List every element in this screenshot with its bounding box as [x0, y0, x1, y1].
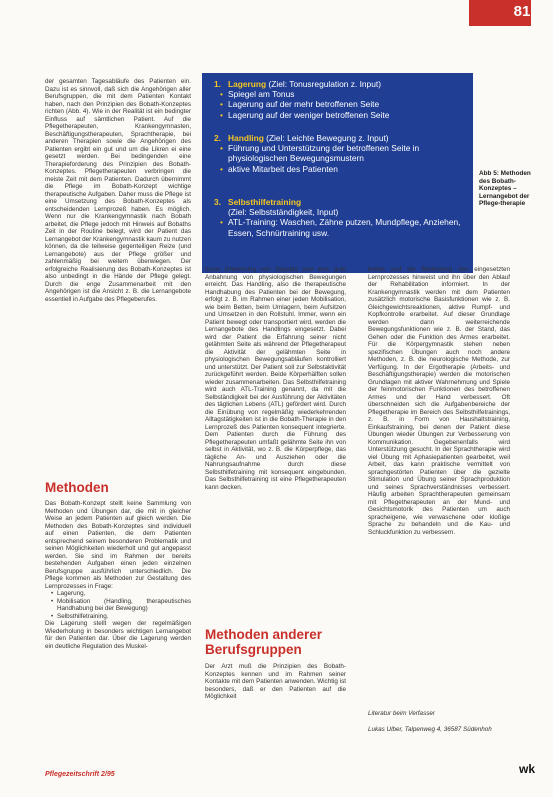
- methoden-list: [45, 590, 191, 620]
- list-item: • Lagerung,: [51, 590, 191, 598]
- column-2-bottom: [205, 663, 346, 701]
- list-item: • Lagerung auf der mehr betroffenen Seite: [214, 99, 469, 109]
- list-item: • Mobilisation (Handling, therapeutisches Handhabung bei der Bewegung): [51, 598, 191, 613]
- page-number: 81: [513, 3, 531, 20]
- heading-methoden: Methoden: [45, 480, 109, 495]
- literature-note: Literatur beim Verfasser: [368, 710, 435, 717]
- author-block: [368, 710, 510, 742]
- col1-intro: der gesamten Tagesabläufe des Patienten ein. Dazu ist es sinnvoll, daß sich die Angehörigen aller Berufsgruppen, die mit dem Patienten Kontakt haben, nach den Prinzipien des Bobath-Konzeptes richten (Abb. 4). Wie in der Realität ist ein bedingter Einfluss auf sämtlichen Patient. Auf die Pflegetherapeuten, Krankengymnasten, Beschäftigungstherapeuten, Sprachtherapie, bei anderen Therapien sowie die Angehörigen des Patienten ergibt ein gut und um die Likren ei eine gesetzt werden. Bei bedingenden eine Therapieforderung des Prinzipien des Bobath-Konzeptes. Pflegetherapeuten verbringen die meiste Zeit mit dem Patienten. Dadurch übernimmt die Pflege im Bobath-Konzept wichtige therapeutische Aufgaben. Daher muss die Pflege ist eine Umsetzung des Bobath-Konzeptes als entscheidenden Lernprozeß haben. Es möglich. Wenn nur die Krankengymnastik nach Bobath arbeitet, die Pflege jedoch mit Hinweis auf Bobaths Zeit in der Routine belegt, wird der Patient das Lernangebot der Krankengymnastik kaum zu nutzen können, da die teilweise gegenteiligen Reize (und Lernangebote) aus der Pflege größer und zahlenmäßig bei weitem überwiegen. Der erfolgreiche Realisierung des Bobath-Konzeptes ist also unbedingt in die Hände der Pflege gelegt. Durch die enge Zusammenarbeit mit den Angehörigen ist die Ansicht z. B. die Lernangebote essentiell in Aufgabe des Pflegeberufes.: [45, 78, 191, 303]
- box-subtitle: (Ziel: Selbstständigkeit, Input): [228, 207, 339, 218]
- box-item-2: 2. Handling (Ziel: Leichte Bewegung z. Input) • Führung und Unterstützung der betroffenen Seite in physiologischen Bewegungsmustern • aktive Mitarbeit des Patienten: [214, 133, 469, 174]
- list-item: • aktive Mitarbeit des Patienten: [214, 164, 469, 174]
- column-2: [205, 266, 346, 491]
- list-item: • ATL-Training: Waschen, Zähne putzen, Mundpflege, Anziehen, Essen, Schnürtraining usw.: [214, 217, 469, 237]
- figure-caption: Abb 5: Methoden des Bobath-Konzeptes – Lernangebot der Pflege-therapie: [479, 170, 531, 208]
- column-1-methoden: [45, 500, 191, 650]
- list-item: • Lagerung auf der weniger betroffenen Seite: [214, 110, 469, 120]
- col2-text: tonus (Hemmung von Spastik) und eine gute Anbahnung von physiologischen Bewegungen erreicht. Das Handling, also die therapeutische Handhabung des Patienten bei der Bewegung, erfolgt z. B. im Rahmen einer jeden Mobilisation, wie beim Betten, beim Umlagern, beim Aufsitzen und Umsetzen in den Rollstuhl. Immer, wenn ein Patient bewegt oder transportiert wird, werden die Lernangebote des Handlings eingesetzt. Dabei wird der Patient die Erfahrung seiner nicht gelähmten Seite als während der Pflegetherapeut die Aktivität der gelähmten Seite in physiologischen Bewegungsabläufen kontrolliert und unterstützt. Der Patient soll zur Selbstaktivität zurückgeführt werden. Beide Körperhälften sollen wieder zusammenarbeiten. Das Selbsthilfetraining wird auch ATL-Training genannt, da mit die Selbständigkeit bei der Ausführung der Aktivitäten des täglichen Lebens (ATL) gefördert wird. Durch die Einübung von regelmäßig wiederkehrenden Alltagstätigkeiten ist in die Bobath-Therapie in den Lernprozeß des Patienten konsequent integrierte. Dem Patienten durch die Führung des Pflegetherapeuten umfaßt gelähmte Seite ihn von selbst in Aktivität, wo z. B. die Körperpflege, das tägliche An- und Ausziehen oder die Nahrungsaufnahme durch diese Selbsthilfetraining mit konsequent eingebunden. Das Selbsthilfetraining ist eine Pflegetherapeuten kann decken.: [205, 266, 346, 491]
- col2-text-2: Der Arzt muß die Prinzipien des Bobath-Konzeptes kennen und im Rahmen seiner Kontakte mit dem Patienten anwenden. Wichtig ist besonders, daß er den Patienten auf die Möglichkeit: [205, 663, 346, 700]
- list-item: • Selbsthilfetraining.: [51, 613, 191, 621]
- column-1: [45, 78, 191, 303]
- publisher-logo: wk: [518, 762, 535, 776]
- box-item-3: 3. Selbsthilfetraining (Ziel: Selbstständigkeit, Input) • ATL-Training: Waschen, Zähne putzen, Mundpflege, Anziehen, Essen, Schnürtraining usw.: [214, 197, 469, 238]
- journal-footer: Pflegezeitschrift 2/95: [45, 771, 115, 778]
- list-item: • Spiegel am Tonus: [214, 89, 469, 99]
- methoden-tail: Die Lagerung stellt wegen der regelmäßigen Wiederholung in besonders wichtigen Lernangebot für den Patienten dar. Über die Lagerung werden ein deutliche Regulation des Muskel-: [45, 620, 191, 650]
- author-address: Lukas Ulber, Talpenweg 4, 36587 Südenhoh: [368, 725, 492, 733]
- heading-methoden-anderer: Methoden anderer Berufsgruppen: [205, 627, 323, 657]
- list-item: • Führung und Unterstützung der betroffenen Seite in physiologischen Bewegungsmustern: [214, 143, 469, 163]
- box-item-1: 1. Lagerung (Ziel: Tonusregulation z. Input) • Spiegel am Tonus • Lagerung auf der mehr betroffenen Seite • Lagerung auf der weniger betroffenen Seite: [214, 79, 469, 120]
- col3-text: keiten und die Bedeutung des eingesetzten Lernprozesses hinweist und ihn über den Ablauf der Rehabilitation informiert. In der Krankengymnastik werden mit dem Patienten zusätzlich motorische Basisfunktionen wie z. B. Gleichgewichtsreaktionen, aktive Rumpf- und Kopfkontrolle erarbeitet. Auf dieser Grundlage werden dann weiterreichende Bewegungsfunktionen wie z. B. der Stand, das Gehen oder die Funktion des Armes erarbeitet. Für die Körpergymnastik stehen neben spezifischen Übungen auch noch andere Methoden, z. B. die neurologische Methode, zur Verfügung. In der Ergotherapie (Arbeits- und Beschäftigungstherapie) werden die motorischen Grundlagen mit aktiver Wahrnehmung und Spiele der feinmotorischen Funktionen des betroffenen Armes und der Hand verbessert. Oft überschneiden sich die Aufgabenbereiche der Pflegetherapie im Bereich des Selbsthilfetrainings, z. B. in Form von Haushaltstraining, Einkaufstraining, bei denen der Patient diese Übungen wieder Übungen zur Verbesserung von Kommunikation. Gegebenenfalls wird Unterstützung gesucht. In der Sprachtherapie wird viel Übung mit Aphasiepatienten gearbeitet, weil Arbeit, das kann praktische vermittelt von sprachgestörten Patienten über die gezielte Stimulation und Übung seiner Sprachproduktion und seines Sprachverständnisses verbessert. Häufig arbeiten Sprachtherapeuten gemeinsam mit Pflegetherapeuten an der Mund- und Gesichtsmotorik des Patienten um auch spracheigene, wie verwaschene oder kloßige Sprache zu behandeln und die Kau- und Schluckfunktion zu verbessern.: [368, 266, 510, 536]
- methoden-text: Das Bobath-Konzept stellt keine Sammlung von Methoden und Übungen dar, die mit in gleicher Weise an jedem Patienten auf gleich werden. Die Methoden des Bobath-Konzeptes sind individuell auf einen Patienten, die dem Patienten entsprechend seinem besonderen Problematik und seinen Möglichkeiten wiederholt und gut angepasst werden. Sie sind im Rahmen der bereits bestehenden Aufgaben einen jeden einzelnen Berufsgruppe ausführlich unterschiedlich. Die Pflege kommen als Methoden zur Gestaltung des Lernprozesses in Frage:: [45, 500, 191, 590]
- column-3: [368, 266, 510, 536]
- methods-box: [202, 73, 473, 273]
